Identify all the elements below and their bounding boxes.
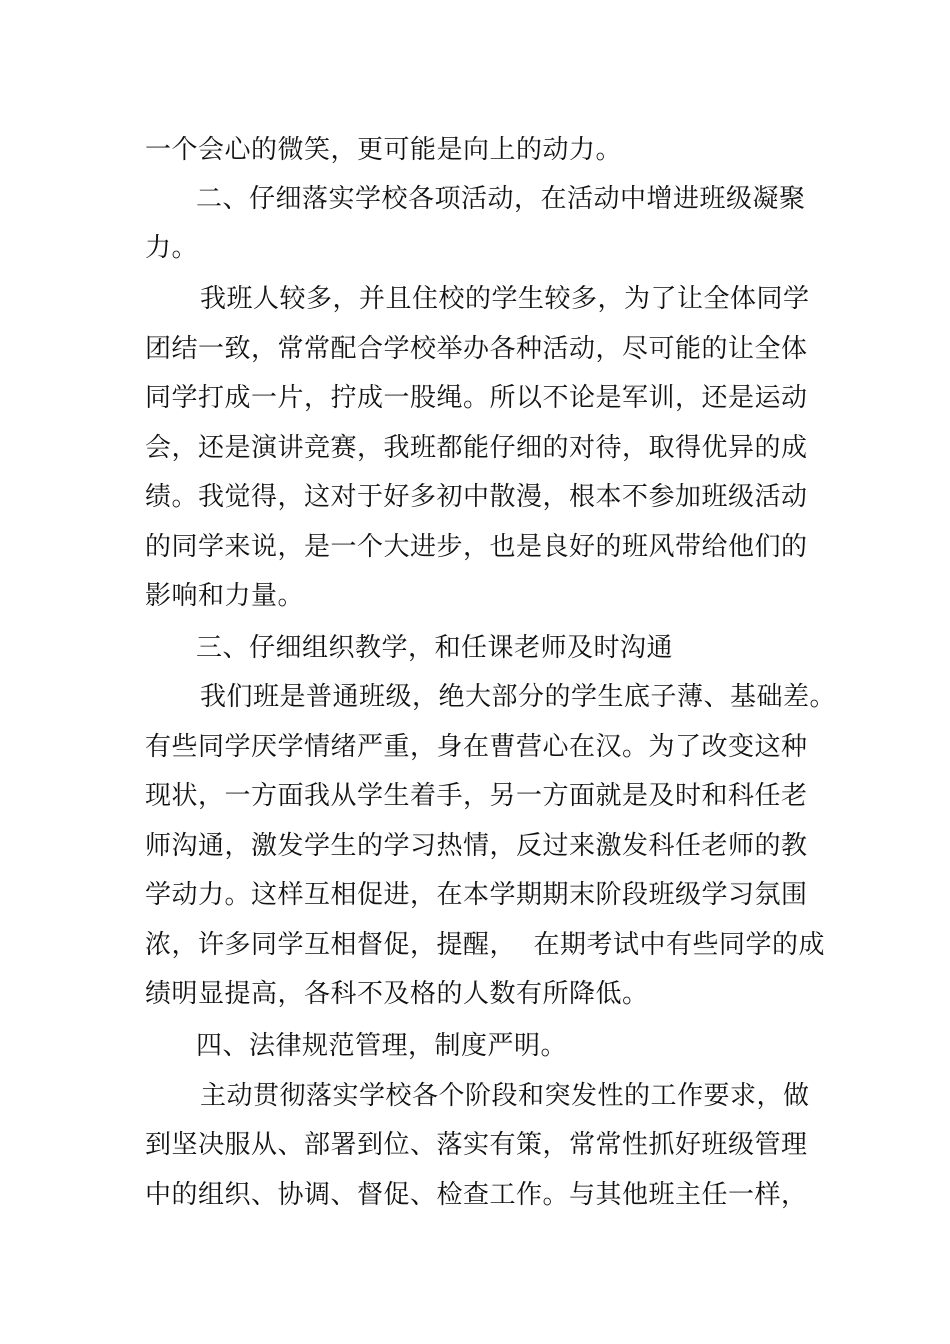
paragraph-line: 的同学来说，是一个大进步，也是良好的班风带给他们的 [145, 532, 808, 562]
section-heading-2-continued: 力。 [145, 233, 199, 263]
section-heading-3: 三、仔细组织教学，和任课老师及时沟通 [196, 633, 674, 663]
section-heading-4: 四、法律规范管理，制度严明。 [196, 1031, 568, 1061]
paragraph-line: 我们班是普通班级，绝大部分的学生底子薄、基础差。 [200, 682, 837, 712]
paragraph-line: 我班人较多，并且住校的学生较多，为了让全体同学 [200, 284, 810, 314]
paragraph-line: 主动贯彻落实学校各个阶段和突发性的工作要求，做 [200, 1081, 810, 1111]
paragraph-line: 现状，一方面我从学生着手，另一方面就是及时和科任老 [145, 781, 808, 811]
paragraph-line: 绩明显提高，各科不及格的人数有所降低。 [145, 979, 649, 1009]
paragraph-line: 有些同学厌学情绪严重，身在曹营心在汉。为了改变这种 [145, 732, 808, 762]
paragraph-line: 浓，许多同学互相督促，提醒， 在期考试中有些同学的成 [145, 930, 826, 960]
paragraph-line: 团结一致，常常配合学校举办各种活动，尽可能的让全体 [145, 334, 808, 364]
section-heading-2: 二、仔细落实学校各项活动，在活动中增进班级凝聚 [196, 184, 806, 214]
paragraph-line: 师沟通，激发学生的学习热情，反过来激发科任老师的教 [145, 831, 808, 861]
paragraph-line: 影响和力量。 [145, 581, 305, 611]
paragraph-line: 绩。我觉得，这对于好多初中散漫，根本不参加班级活动 [145, 482, 808, 512]
body-text-line: 一个会心的微笑，更可能是向上的动力。 [145, 135, 623, 165]
paragraph-line: 同学打成一片，拧成一股绳。所以不论是军训，还是运动 [145, 383, 808, 413]
paragraph-line: 会，还是演讲竞赛，我班都能仔细的对待，取得优异的成 [145, 433, 808, 463]
paragraph-line: 学动力。这样互相促进，在本学期期末阶段班级学习氛围 [145, 880, 808, 910]
paragraph-line: 中的组织、协调、督促、检查工作。与其他班主任一样， [145, 1180, 808, 1210]
paragraph-line: 到坚决服从、部署到位、落实有策，常常性抓好班级管理 [145, 1130, 808, 1160]
